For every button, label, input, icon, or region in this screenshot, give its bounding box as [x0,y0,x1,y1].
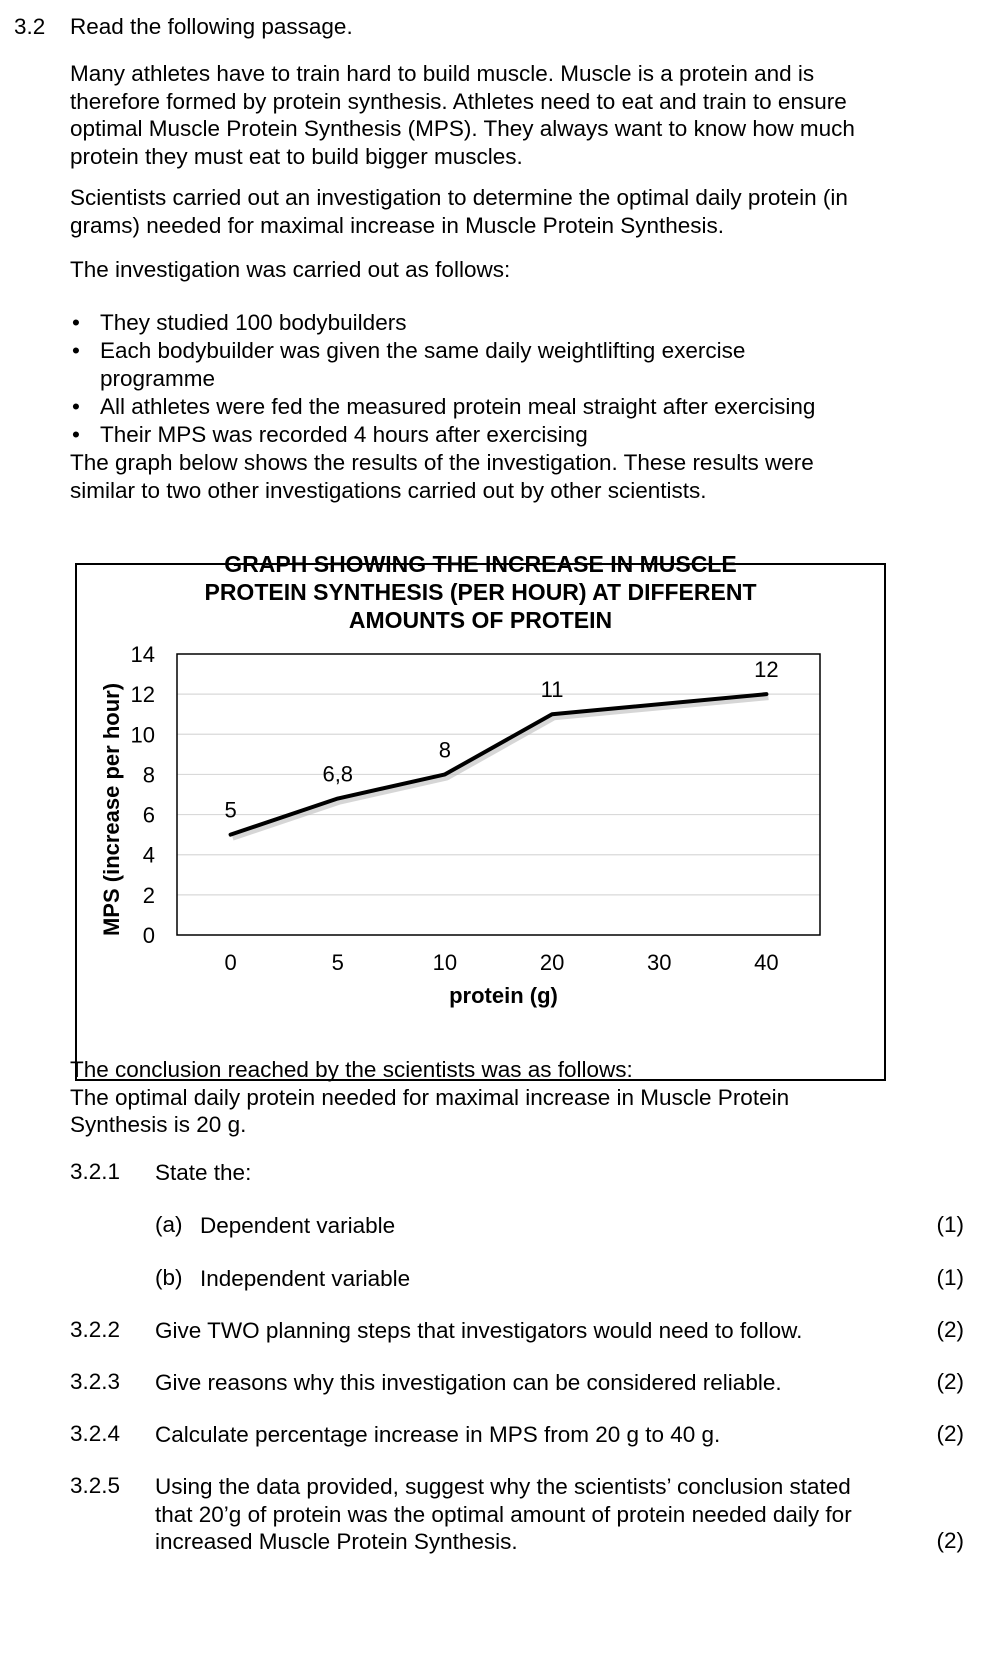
data-label: 5 [224,797,237,823]
text-line: Synthesis is 20 g. [70,1112,247,1137]
subquestion-text [155,1473,852,1556]
x-tick-label: 40 [754,950,779,975]
bullet-item [70,337,930,393]
mark-allocation: (2) [936,1421,964,1446]
text-line: Give reasons why this investigation can be considered reliable. [155,1370,782,1395]
mark-allocation: (2) [936,1528,964,1553]
bullet-dot-icon: • [72,394,80,419]
text-line: Calculate percentage increase in MPS from 20 g to 40 g. [155,1422,721,1447]
x-tick-label: 0 [224,950,237,975]
bullet-item [70,421,930,449]
text-line: State the: [155,1160,252,1185]
text-line: therefore formed by protein synthesis. Athletes need to eat and train to ensure [70,88,847,114]
mark-allocation: (2) [936,1317,964,1342]
subquestion-text [155,1317,802,1345]
graph-title-line: PROTEIN SYNTHESIS (PER HOUR) AT DIFFERENT [204,579,757,605]
method-bullet-list [70,309,930,449]
subquestion-part-label: (b) [155,1265,183,1290]
data-label: 8 [438,737,452,763]
text-line: Give TWO planning steps that investigators would need to follow. [155,1318,803,1343]
y-axis-title: MPS (increase per hour) [99,682,124,937]
subquestion-part-label: (a) [155,1212,183,1237]
subquestion-number: 3.2.3 [70,1369,121,1394]
text-line: Using the data provided, suggest why the scientists’ conclusion stated [155,1474,851,1499]
text-line: that 20’g of protein was the optimal amount of protein needed daily for [155,1501,852,1527]
y-tick-label: 4 [142,842,155,868]
bullet-item [70,309,930,337]
mark-allocation: (2) [936,1369,964,1394]
text-line: The optimal daily protein needed for maximal increase in Muscle Protein [70,1084,790,1110]
data-label: 6,8 [322,761,354,787]
y-tick-label: 0 [142,923,155,948]
passage-paragraph-3: The investigation was carried out as follows: [70,257,511,282]
graph-title-line: GRAPH SHOWING THE INCREASE IN MUSCLE [224,551,737,577]
graph-title-line: AMOUNTS OF PROTEIN [348,607,613,633]
x-axis-title: protein (g) [449,983,558,1008]
subquestion-number: 3.2.5 [70,1473,121,1498]
subquestion-text [200,1212,395,1240]
text-line: similar to two other investigations carried out by other scientists. [70,477,707,503]
text-line: optimal Muscle Protein Synthesis (MPS). They always want to know how much [70,116,855,141]
text-line: grams) needed for maximal increase in Muscle Protein Synthesis. [70,212,725,238]
text-line: The conclusion reached by the scientists was as follows: [70,1057,633,1082]
y-tick-label: 10 [130,722,155,748]
y-tick-label: 8 [142,762,155,788]
bullet-item [70,393,930,421]
graph-frame [75,551,886,1081]
data-label: 12 [754,657,779,683]
y-tick-label: 14 [130,642,155,667]
passage-paragraph-1 [70,60,930,170]
bullet-text: programme [100,366,216,391]
question-instruction: Read the following passage. [70,14,353,39]
x-tick-label: 10 [432,950,458,975]
subquestion-text [155,1369,782,1397]
bullet-text: All athletes were fed the measured protein meal straight after exercising [100,394,816,419]
text-line: protein they must eat to build bigger muscles. [70,143,523,169]
bullet-dot-icon: • [72,422,80,447]
bullet-dot-icon: • [72,310,80,335]
conclusion-text [70,1056,930,1139]
text-line: Many athletes have to train hard to build muscle. Muscle is a protein and is [70,61,815,86]
mark-allocation: (1) [936,1212,964,1237]
mark-allocation: (1) [936,1265,964,1290]
bullet-text: Each bodybuilder was given the same daily weightlifting exercise [100,338,746,363]
bullet-text: Their MPS was recorded 4 hours after exercising [100,422,588,447]
x-tick-label: 20 [539,950,565,975]
series-line-shadow [233,697,769,838]
y-tick-label: 6 [142,802,155,828]
x-tick-label: 30 [647,950,672,975]
text-line: increased Muscle Protein Synthesis. [155,1529,518,1554]
subquestion-text [155,1421,720,1449]
line-chart [77,565,884,1079]
bullet-text: They studied 100 bodybuilders [100,310,407,335]
subquestion-number: 3.2.4 [70,1421,121,1446]
subquestion-number: 3.2.1 [70,1159,121,1184]
subquestion-text [155,1159,251,1187]
bullet-dot-icon: • [72,338,80,363]
passage-paragraph-4 [70,449,930,504]
y-tick-label: 2 [142,882,155,908]
text-line: The graph below shows the results of the investigation. These results were [70,450,814,475]
x-tick-label: 5 [331,950,344,975]
passage-paragraph-2 [70,184,930,239]
question-number: 3.2 [14,14,46,39]
data-label: 11 [540,677,564,703]
text-line: Scientists carried out an investigation to determine the optimal daily protein (in [70,185,848,210]
subquestion-text [200,1265,410,1293]
text-line: Independent variable [200,1266,411,1291]
text-line: Dependent variable [200,1213,396,1238]
y-tick-label: 12 [130,682,155,708]
subquestion-number: 3.2.2 [70,1317,121,1342]
